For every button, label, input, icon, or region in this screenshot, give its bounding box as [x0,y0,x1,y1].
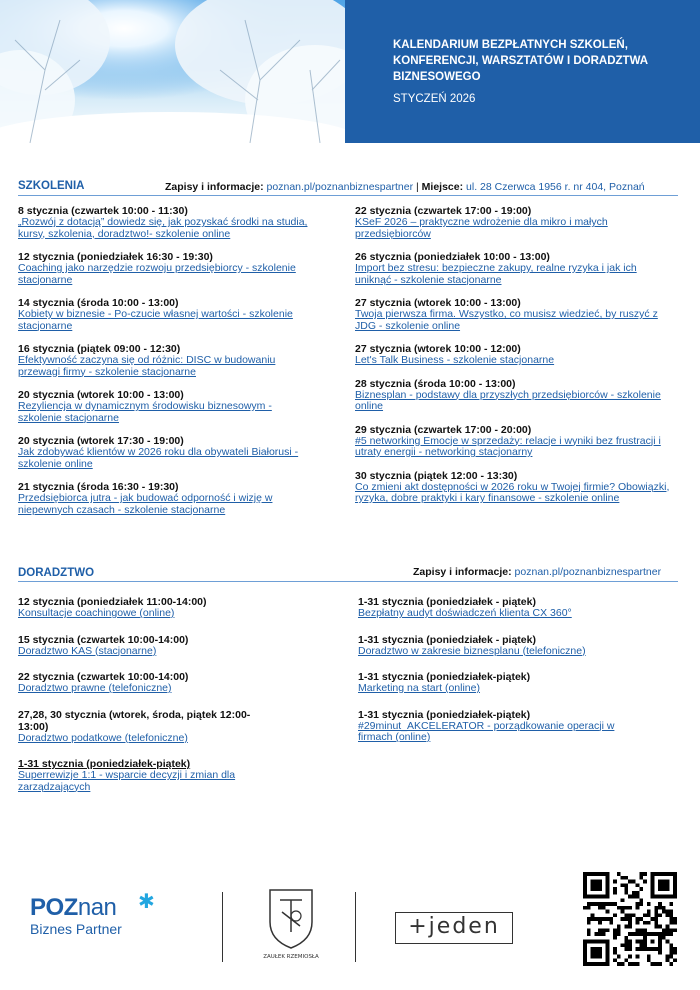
event-link[interactable]: Rezyliencja w dynamicznym środowisku biznesowym - szkolenie stacjonarne [18,400,272,424]
zaulek-rzemiosla-crest [260,882,322,960]
event-link[interactable]: Kobiety w biznesie - Po-czucie własnej wartości - szkolenie stacjonarne [18,308,293,332]
szkolenia-title: SZKOLENIA [18,180,85,192]
crest-text: ZAUŁEK RZEMIOSŁA [263,954,319,960]
doradztwo-divider [18,581,678,582]
event-link[interactable]: Jak zdobywać klientów w 2026 roku dla obywateli Białorusi - szkolenie online [18,446,299,470]
event-link[interactable]: Bezpłatny audyt doświadczeń klienta CX 360° [358,607,572,619]
event-item [18,709,268,745]
event-item [355,378,675,413]
event-link[interactable]: #29minut_AKCELERATOR - porządkowanie operacji w firmach (online) [358,719,615,743]
event-link[interactable]: Marketing na start (online) [358,682,480,694]
place-label: Miejsce: [421,181,464,193]
doradztwo-info [413,566,661,578]
event-date: 27,28, 30 stycznia (wtorek, środa, piątek 12:00-13:00) [18,708,251,733]
event-date: 21 stycznia (środa 16:30 - 19:30) [18,481,179,493]
event-date: 15 stycznia (czwartek 10:00-14:00) [18,633,189,646]
info-separator: | [416,181,419,193]
event-date: 29 stycznia (czwartek 17:00 - 20:00) [355,423,532,436]
event-item [18,596,268,620]
event-item [18,343,318,378]
event-item [18,389,318,424]
event-date: 27 stycznia (wtorek 10:00 - 13:00) [355,297,521,309]
event-link[interactable]: Doradztwo w zakresie biznesplanu (telefoniczne) [358,644,586,657]
event-item [18,758,268,793]
event-link[interactable]: Doradztwo prawne (telefoniczne) [18,682,172,694]
event-date: 8 stycznia (czwartek 10:00 - 11:30) [18,205,188,217]
event-item [18,435,318,470]
event-item [358,671,638,695]
footer-divider [355,892,356,962]
event-date: 28 stycznia (środa 10:00 - 13:00) [355,377,516,390]
event-date: 1-31 stycznia (poniedziałek-piątek) [358,708,531,721]
event-date: 12 stycznia (poniedziałek 16:30 - 19:30) [18,251,213,263]
event-link[interactable]: Konsultacje coachingowe (online) [18,607,175,619]
event-item [358,634,638,658]
snowy-trees-image [0,0,345,143]
event-link[interactable]: Co zmieni akt dostępności w 2026 roku w Twojej firmie? Obowiązki, ryzyka, dobre praktyki i kary finansowe - szkolenie online [355,480,670,504]
szkolenia-left-column [18,205,318,527]
asterisk-icon: ✱ [138,891,155,913]
event-item [18,251,318,286]
event-date: 1-31 stycznia (poniedziałek - piątek) [358,633,536,646]
event-item [355,343,675,367]
info-link[interactable]: poznan.pl/poznanbiznespartner [514,566,662,578]
header-banner [345,0,700,143]
event-date: 16 stycznia (piątek 09:00 - 12:30) [18,343,181,355]
event-link[interactable]: Efektywność zaczyna się od różnic: DISC w budowaniu przewagi firmy - szkolenie stacjonarne [18,354,276,378]
calendar-title: KALENDARIUM BEZPŁATNYCH SZKOLEŃ, KONFERENCJI, WARSZTATÓW I DORADZTWA BIZNESOWEGO [393,39,648,83]
event-item [18,205,318,240]
info-link[interactable]: poznan.pl/poznanbiznespartner [266,181,414,193]
calendar-month: STYCZEŃ 2026 [393,93,476,105]
event-item [18,671,268,695]
event-date: 1-31 stycznia (poniedziałek-piątek) [358,671,531,683]
event-date: 20 stycznia (wtorek 10:00 - 13:00) [18,389,184,401]
qr-code-icon [583,872,677,966]
event-date: 14 stycznia (środa 10:00 - 13:00) [18,297,179,309]
szkolenia-divider [18,195,678,196]
event-date: 1-31 stycznia (poniedziałek - piątek) [358,596,536,608]
szkolenia-right-column [355,205,675,516]
event-date: 30 stycznia (piątek 12:00 - 13:30) [355,469,518,482]
event-date: 26 stycznia (poniedziałek 10:00 - 13:00) [355,251,550,263]
event-link[interactable]: Biznesplan - podstawy dla przyszłych przedsiębiorców - szkolenie online [355,388,661,412]
event-link[interactable]: Import bez stresu: bezpieczne zakupy, realne ryzyka i jak ich uniknąć - szkolenie stacjonarne [355,262,637,286]
doradztwo-title: DORADZTWO [18,567,95,579]
poznan-logo-subtitle: Biznes Partner [30,921,122,937]
event-link[interactable]: KSeF 2026 – praktyczne wdrożenie dla mikro i małych przedsiębiorców [355,216,608,240]
place-value: ul. 28 Czerwca 1956 r. nr 404, Poznań [466,181,645,193]
qr-code-graphic [583,872,677,966]
event-link[interactable]: Przedsiębiorca jutra - jak budować odporność i wizję w niepewnych czasach - szkolenie stacjonarne [18,492,273,516]
event-date: 22 stycznia (czwartek 10:00-14:00) [18,671,189,683]
szkolenia-info [165,181,645,193]
event-link[interactable]: Let's Talk Business - szkolenie stacjonarne [355,354,555,366]
doradztwo-left-column [18,596,268,807]
info-label: Zapisy i informacje: [165,181,264,193]
event-link[interactable]: Superrewizje 1:1 - wsparcie decyzji i zmian dla zarządzających [18,769,236,793]
event-link[interactable]: Doradztwo KAS (stacjonarne) [18,644,157,657]
event-item [18,481,318,516]
jeden-logo: +jeden [395,912,513,944]
event-item [355,470,675,505]
event-date: 1-31 stycznia (poniedziałek-piątek) [18,758,191,770]
winter-trees-photo [0,0,345,143]
event-date: 12 stycznia (poniedziałek 11:00-14:00) [18,596,207,608]
event-item [355,251,675,286]
event-item [18,297,318,332]
event-date: 20 stycznia (wtorek 17:30 - 19:00) [18,435,184,447]
event-link[interactable]: Twoja pierwsza firma. Wszystko, co musisz wiedzieć, by ruszyć z JDG - szkolenie online [355,308,658,332]
poznan-wordmark: POZnan [30,894,117,921]
event-item [18,634,268,658]
event-item [358,596,638,620]
event-item [355,205,675,240]
event-link[interactable]: Doradztwo podatkowe (telefoniczne) [18,731,188,744]
event-item [355,424,675,459]
crest-icon [260,882,322,960]
event-date: 22 stycznia (czwartek 17:00 - 19:00) [355,205,532,217]
event-date: 27 stycznia (wtorek 10:00 - 12:00) [355,343,521,355]
doradztwo-right-column [358,596,638,758]
poznan-biznes-partner-logo [30,891,170,955]
event-link[interactable]: Coaching jako narzędzie rozwoju przedsiębiorcy - szkolenie stacjonarne [18,262,296,286]
event-item [355,297,675,332]
info-label: Zapisy i informacje: [413,566,512,578]
event-link[interactable]: „Rozwój z dotacją” dowiedz się, jak pozyskać środki na studia, kursy, szkolenia, doradztwo!- szkolenie online [18,216,308,240]
event-link[interactable]: #5 networking Emocje w sprzedaży: relacje i wyniki bez frustracji i utraty energii - networking stacjonarny [355,434,661,458]
event-item [358,709,638,744]
footer-divider [222,892,223,962]
